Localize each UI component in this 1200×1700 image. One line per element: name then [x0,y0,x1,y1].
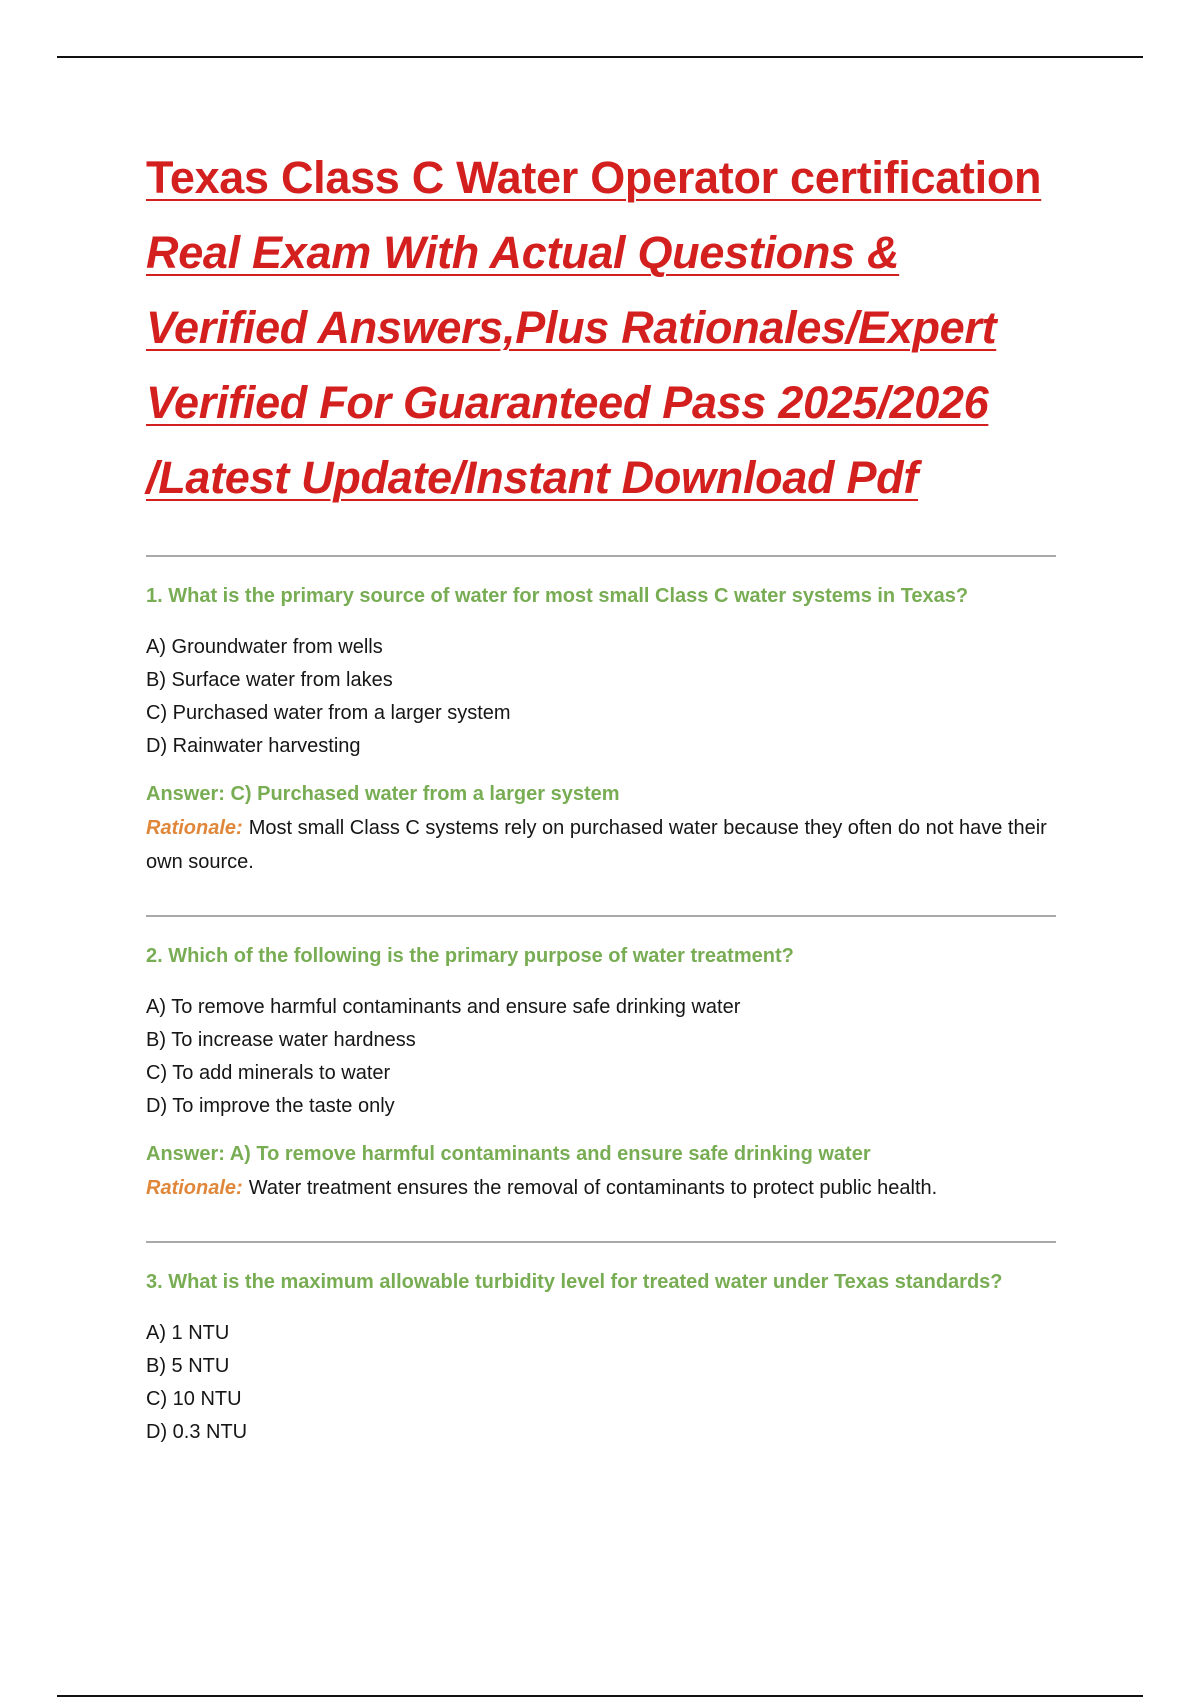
option-b: B) To increase water hardness [146,1029,416,1051]
option-c: C) To add minerals to water [146,1062,391,1084]
page-top-rule [57,56,1143,58]
options-list [146,1317,1056,1449]
option-b: B) Surface water from lakes [146,669,393,691]
title-line-3: Verified Answers,Plus Rationales/Expert [146,302,997,353]
question-text: 2. Which of the following is the primary purpose of water treatment? [146,945,794,967]
options-list [146,631,1056,763]
rationale [146,1171,1056,1205]
question-block-2 [146,939,1056,1241]
option-d: D) To improve the taste only [146,1095,395,1117]
question-text: 1. What is the primary source of water for most small Class C water systems in Texas? [146,585,969,607]
option-a: A) 1 NTU [146,1322,230,1344]
answer-text: Answer: A) To remove harmful contaminants and ensure safe drinking water [146,1143,871,1165]
rationale-label: Rationale: [146,817,243,839]
options-list [146,991,1056,1123]
question-block-1 [146,579,1056,915]
rationale-label: Rationale: [146,1177,243,1199]
title-line-1: Texas Class C Water Operator certification [146,152,1042,203]
section-divider [146,555,1056,557]
title-line-2: Real Exam With Actual Questions & [146,227,900,278]
section-divider [146,915,1056,917]
answer-text: Answer: C) Purchased water from a larger system [146,783,620,805]
title-line-4: Verified For Guaranteed Pass 2025/2026 [146,377,989,428]
document-title [146,140,1056,515]
option-d: D) Rainwater harvesting [146,735,361,757]
page-content [146,140,1056,1485]
rationale-text: Water treatment ensures the removal of contaminants to protect public health. [248,1177,938,1199]
page-bottom-rule [57,1695,1143,1697]
option-c: C) 10 NTU [146,1388,242,1410]
question-text: 3. What is the maximum allowable turbidity level for treated water under Texas standards? [146,1271,1003,1293]
option-b: B) 5 NTU [146,1355,230,1377]
option-d: D) 0.3 NTU [146,1421,248,1443]
option-a: A) Groundwater from wells [146,636,383,658]
question-block-3 [146,1265,1056,1485]
section-divider [146,1241,1056,1243]
rationale [146,811,1056,879]
title-line-5: /Latest Update/Instant Download Pdf [146,452,919,503]
rationale-text: Most small Class C systems rely on purchased water because they often do not have their own source. [146,817,1047,873]
option-c: C) Purchased water from a larger system [146,702,511,724]
option-a: A) To remove harmful contaminants and ensure safe drinking water [146,996,741,1018]
